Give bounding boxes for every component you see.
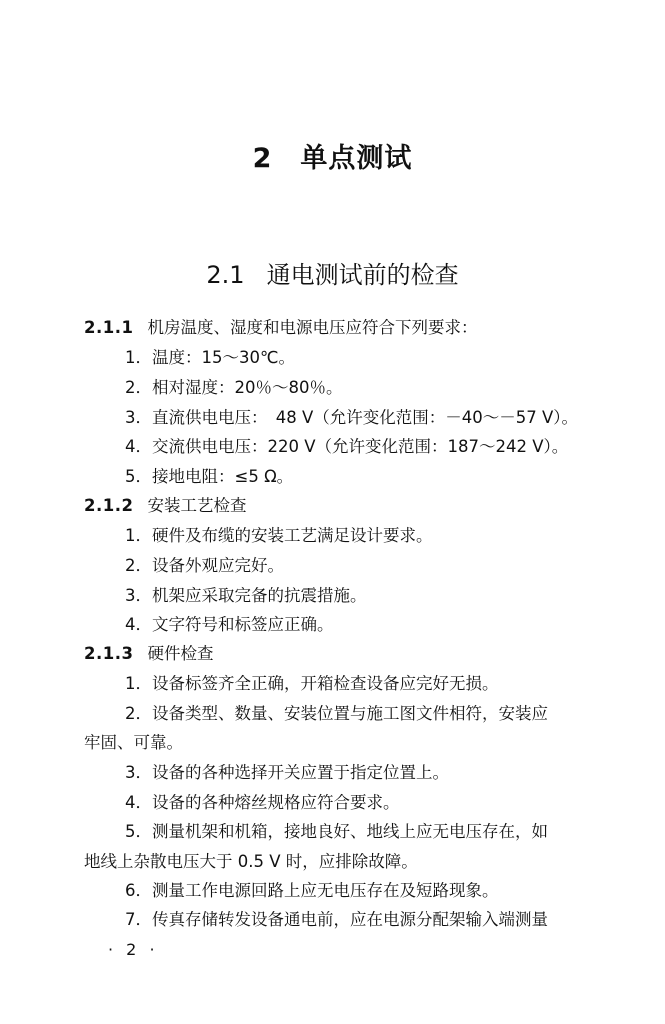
list-item: 4．文字符号和标签应正确。: [125, 615, 334, 634]
list-item: 2．相对湿度：20％～80％。: [125, 378, 343, 397]
list-item: 3．直流供电电压： 48 V（允许变化范围：－40～－57 V）。: [125, 408, 579, 427]
page-number: · 2 ·: [108, 940, 159, 959]
subsection-title: 机房温度、湿度和电源电压应符合下列要求：: [147, 318, 478, 337]
list-item: 1．硬件及布缆的安装工艺满足设计要求。: [125, 526, 433, 545]
list-item: 2．设备类型、数量、安装位置与施工图文件相符，安装应: [125, 704, 548, 723]
list-item: 5．接地电阻：≤5 Ω。: [125, 467, 294, 486]
subsection-number: 2.1.1: [84, 318, 134, 337]
chapter-number: 2: [252, 143, 273, 174]
list-item: 3．设备的各种选择开关应置于指定位置上。: [125, 763, 449, 782]
section-title-text: 通电测试前的检查: [266, 261, 459, 289]
subsection-heading: [84, 644, 213, 664]
subsection-heading: [84, 318, 477, 338]
subsection-number: 2.1.3: [84, 644, 134, 663]
list-item: 4．设备的各种熔丝规格应符合要求。: [125, 793, 400, 812]
subsection-number: 2.1.2: [84, 496, 134, 515]
list-item: 1．温度：15～30℃。: [125, 348, 296, 367]
subsection-title: 安装工艺检查: [147, 496, 247, 515]
list-item-continuation: 牢固、可靠。: [84, 733, 183, 752]
list-item: 1．设备标签齐全正确，开箱检查设备应完好无损。: [125, 674, 499, 693]
list-item: 2．设备外观应完好。: [125, 556, 284, 575]
chapter-title: [0, 136, 665, 175]
list-item: 7．传真存储转发设备通电前，应在电源分配架输入端测量: [125, 910, 548, 929]
subsection-title: 硬件检查: [147, 644, 214, 663]
subsection-heading: [84, 496, 246, 516]
list-item: 4．交流供电电压：220 V（允许变化范围：187～242 V）。: [125, 437, 569, 456]
section-title: [0, 255, 665, 290]
list-item-continuation: 地线上杂散电压大于 0.5 V 时，应排除故障。: [84, 852, 418, 871]
list-item: 3．机架应采取完备的抗震措施。: [125, 586, 367, 605]
list-item: 6．测量工作电源回路上应无电压存在及短路现象。: [125, 881, 499, 900]
list-item: 5．测量机架和机箱，接地良好、地线上应无电压存在，如: [125, 822, 548, 841]
chapter-title-text: 单点测试: [300, 143, 413, 174]
section-number: 2.1: [206, 261, 245, 289]
